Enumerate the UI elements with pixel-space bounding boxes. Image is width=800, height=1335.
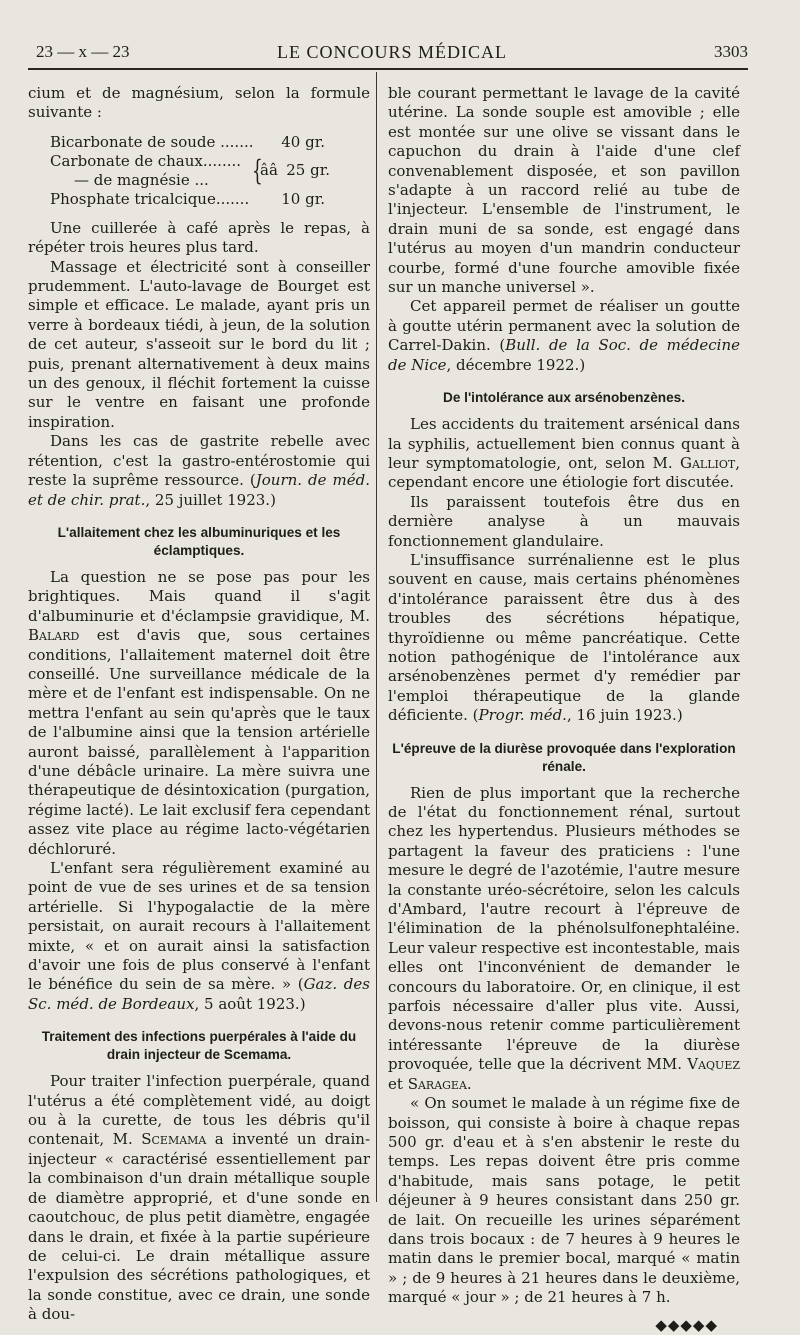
- formula-ingredient: — de magnésie ...: [74, 170, 209, 189]
- author-name: Galliot: [679, 453, 736, 472]
- paragraph: Une cuillerée à café après le repas, à répéter trois heures plus tard.: [28, 218, 370, 257]
- author-name: Vaquez: [687, 1055, 740, 1074]
- author-name: Saragea: [407, 1074, 467, 1093]
- paragraph: La question ne se pose pas pour les brightiques. Mais quand il s'agit d'albuminurie et d'éclampsie gravidique, M. Balard est d'avis que, sous certaines conditions, l'allaitement maternel doit être conseillé. Une surveillance médicale de la mère et de l'enfant est indispensable. On ne mettra l'enfant au sein qu'après que le taux de l'albumine ainsi que la tension artérielle auront baissé, parallèlement à l'apparition d'une débâcle urinaire. La mère suivra une thérapeutique de désintoxication (purgation, régime lacté). Le lait exclusif fera cependant assez vite place au régime lacto-végétarien déchloruré.: [28, 567, 370, 858]
- left-column: [28, 84, 370, 1325]
- formula-quantity: 25 gr.: [286, 161, 330, 180]
- column-divider: [376, 72, 377, 1202]
- formula-ingredient: Carbonate de chaux........: [50, 151, 242, 170]
- section-heading: De l'intolérance aux arsénobenzènes.: [443, 390, 685, 406]
- formula-row: [50, 133, 370, 152]
- formula-ingredient: Phosphate tricalcique.......: [50, 189, 250, 208]
- formula-quantity: 10 gr.: [281, 189, 325, 208]
- journal-title: LE CONCOURS MÉDICAL: [276, 42, 507, 62]
- end-ornament: ◆◆◆◆◆: [655, 1315, 718, 1334]
- formula-row: [50, 152, 250, 171]
- paragraph: Pour traiter l'infection puerpérale, quand l'utérus a été complètement vidé, au doigt ou à la curette, de tous les débris qu'il contenait, M. Scemama a inventé un drain-injecteur « caractérisé essentiellement par la combinaison d'un drain métallique souple de diamètre approprié, et d'une sonde en caoutchouc, de plus petit diamètre, engagée dans le drain, et fixée à la partie supérieure de celui-ci. Le drain métallique assure l'expulsion des sécrétions pathologiques, et la sonde constitue, avec ce drain, une sonde à dou-: [28, 1072, 371, 1324]
- paragraph: Massage et électricité sont à conseiller prudemment. L'auto-lavage de Bourget est simple et efficace. Le malade, ayant pris un verre à bordeaux tiédi, à jeun, de la solution de cet auteur, s'asseoit sur le bord du lit ; puis, prenant alternativement à deux mains un des genoux, il fléchit fortement la cuisse sur le ventre en faisant une profonde inspiration.: [28, 257, 370, 431]
- formula: [50, 133, 370, 209]
- citation: Bull. de la Soc. de médecine de Nice: [388, 336, 740, 374]
- page-number: 3303: [714, 42, 748, 61]
- author-name: Balard: [28, 626, 80, 645]
- page-header: [36, 38, 748, 68]
- section-heading: Traitement des infections puerpérales à l'aide du drain injecteur de Scemama.: [41, 1029, 357, 1063]
- paragraph: Les accidents du traitement arsénical dans la syphilis, actuellement bien connus quant à leur symptomatologie, ont, selon M. Galliot, cependant encore une étiologie fort discutée.: [388, 415, 740, 492]
- formula-group: [50, 152, 370, 190]
- paragraph: Dans les cas de gastrite rebelle avec rétention, c'est la gastro-entérostomie qui reste la suprême ressource. (Journ. de méd. et de chir. prat., 25 juillet 1923.): [28, 432, 370, 509]
- paragraph: Rien de plus important que la recherche de l'état du fonctionnement rénal, surtout chez les hypertendus. Plusieurs méthodes se partagent la faveur des praticiens : l'une mesure le degré de l'azotémie, l'autre mesure la constante uréo-sécrétoire, selon les calculs d'Ambard, l'autre recourt à l'épreuve de l'élimination de la phénolsulfonephtaléine. Leur valeur respective est incontestable, mais elles ont l'inconvénient de demander le concours du laboratoire. Or, en clinique, il est parfois nécessaire d'aller plus vite. Aussi, devons-nous retenir comme particulièrement intéressante l'épreuve de la diurèse provoquée, telle que la décrivent MM. Vaquez et Saragea.: [388, 783, 740, 1093]
- citation: Progr. méd.: [478, 706, 567, 725]
- formula-quantity: 40 gr.: [281, 132, 325, 151]
- formula-ingredient: Bicarbonate de soude .......: [50, 132, 254, 151]
- section-heading: L'épreuve de la diurèse provoquée dans l'exploration rénale.: [392, 740, 736, 774]
- paragraph: Cet appareil permet de réaliser un goutte à goutte utérin permanent avec la solution de Carrel-Dakin. (Bull. de la Soc. de médecine de Nice, décembre 1922.): [388, 297, 740, 374]
- header-rule: [28, 68, 748, 70]
- paragraph: ble courant permettant le lavage de la cavité utérine. La sonde souple est amovible ; elle est montée sur une olive se vissant dans le capuchon du drain à l'aide d'une clef convenablement disposée, et son pavillon s'adapte à un raccord relié au tube de l'injecteur. L'ensemble de l'instrument, le drain muni de sa sonde, est engagé dans l'utérus au moyen d'un mandrin conducteur courbe, formé d'une fourche amovible fixée sur un manche universel ».: [388, 84, 740, 297]
- paragraph: Ils paraissent toutefois être dus en dernière analyse à un mauvais fonctionnement glandulaire.: [388, 492, 740, 550]
- citation: Journ. de méd. et de chir. prat.: [28, 471, 370, 509]
- right-column: [388, 84, 740, 1335]
- citation: Gaz. des Sc. méd. de Bordeaux: [28, 975, 370, 1013]
- intro-paragraph: cium et de magnésium, selon la formule suivante :: [28, 84, 370, 122]
- formula-row: [50, 171, 250, 190]
- paragraph: L'enfant sera régulièrement examiné au point de vue de ses urines et de sa tension artérielle. Si l'hypogalactie de la mère persistait, on aurait recours à l'allaitement mixte, « et on aurait ainsi la satisfaction d'avoir une fois de plus conservé à l'enfant le bénéfice du sein de sa mère. » (Gaz. des Sc. méd. de Bordeaux, 5 août 1923.): [28, 859, 370, 1013]
- paragraph: « On soumet le malade à un régime fixe de boisson, qui consiste à boire à chaque repas 500 gr. d'eau et à s'en abstenir le reste du temps. Les repas doivent être pris comme d'habitude, mais sans potage, le petit déjeuner à 9 heures consistant dans 250 gr. de lait. On recueille les urines séparément dans trois bocaux : de 7 heures à 9 heures le matin dans le premier bocal, marqué « matin » ; de 9 heures à 21 heures dans le deuxième, marqué « jour » ; de 21 heures à 7 h.: [388, 1094, 740, 1307]
- author-name: Scemama: [141, 1130, 207, 1149]
- formula-row: [50, 190, 370, 209]
- formula-aa: ââ: [260, 161, 278, 180]
- section-heading: L'allaitement chez les albuminuriques et les éclamptiques.: [57, 524, 341, 558]
- header-date: 23 — x — 23: [36, 42, 130, 61]
- brace: {: [252, 153, 263, 187]
- paragraph: L'insuffisance surrénalienne est le plus souvent en cause, mais certains phénomènes d'intolérance paraissent être dus à des troubles des sécrétions hépatique, thyroïdienne ou même pancréatique. Cette notion pathogénique de l'intolérance aux arsénobenzènes permet d'y remédier par l'emploi thérapeutique de la glande déficiente. (Progr. méd., 16 juin 1923.): [388, 550, 740, 725]
